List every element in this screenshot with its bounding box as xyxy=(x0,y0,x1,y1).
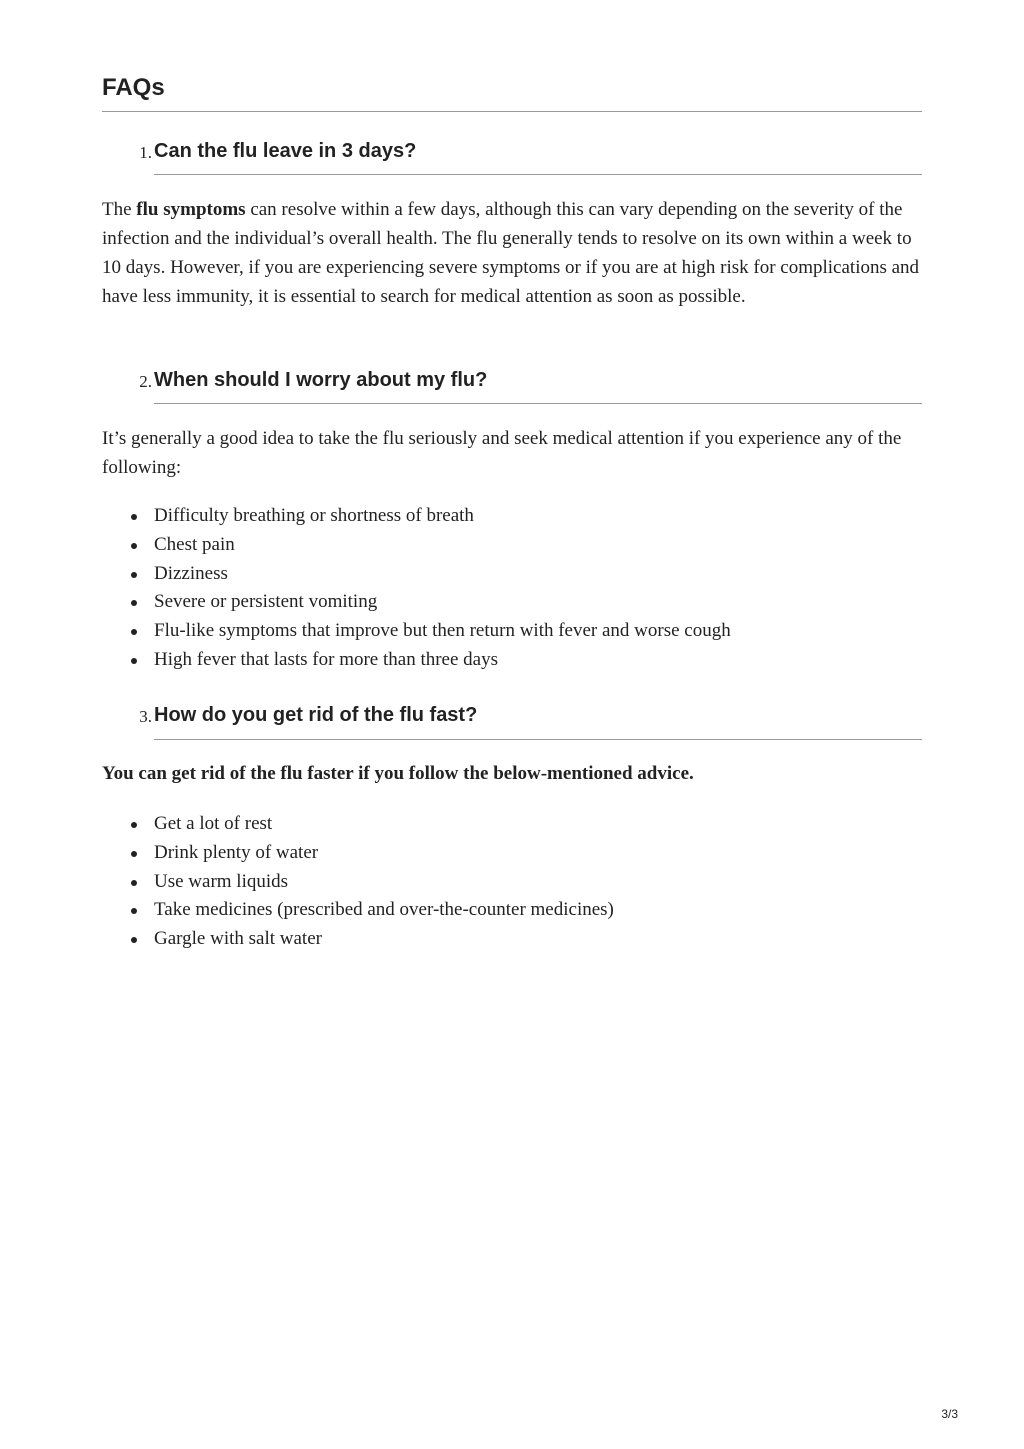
faq-number: 1. xyxy=(139,143,152,162)
list-item: Flu-like symptoms that improve but then return with fever and worse cough xyxy=(102,617,922,646)
faq-answer-1 xyxy=(102,195,922,311)
answer-bold-phrase: flu symptoms xyxy=(136,199,246,220)
list-item: Dizziness xyxy=(102,560,922,589)
bullet-icon xyxy=(131,822,137,828)
faq-question-text: How do you get rid of the flu fast? xyxy=(154,704,478,726)
list-item: Get a lot of rest xyxy=(102,810,922,839)
bullet-icon xyxy=(131,600,137,606)
bullet-icon xyxy=(131,937,137,943)
list-item: Severe or persistent vomiting xyxy=(102,588,922,617)
title-divider xyxy=(102,111,922,112)
list-item: Difficulty breathing or shortness of breath xyxy=(102,502,922,531)
faq-answer-3-list xyxy=(102,810,922,954)
page-title: FAQs xyxy=(102,74,165,101)
faq-answer-2-list xyxy=(102,502,922,675)
bullet-icon xyxy=(131,514,137,520)
list-item: Gargle with salt water xyxy=(102,925,922,954)
bullet-icon xyxy=(131,543,137,549)
faq-question-divider xyxy=(154,174,922,175)
list-item: Use warm liquids xyxy=(102,868,922,897)
faq-question-1 xyxy=(102,137,922,167)
answer-prefix: The xyxy=(102,199,137,220)
faq-answer-3-intro xyxy=(102,759,922,788)
answer-bold-intro: You can get rid of the flu faster if you follow the below-mentioned advice. xyxy=(102,763,694,784)
faq-question-divider xyxy=(154,739,922,740)
faq-question-2 xyxy=(102,366,922,396)
faq-number: 2. xyxy=(139,372,152,391)
list-item: High fever that lasts for more than three days xyxy=(102,646,922,675)
answer-body: can resolve within a few days, although this can vary depending on the severity of the infection and the individual’s overall health. The flu generally tends to resolve on its own within a week to 10 days. However, if you are experiencing severe symptoms or if you are at high risk for complications and have less immunity, it is essential to search for medical attention as soon as possible. xyxy=(102,199,920,307)
bullet-icon xyxy=(131,658,137,664)
list-item: Chest pain xyxy=(102,531,922,560)
bullet-icon xyxy=(131,880,137,886)
faq-number: 3. xyxy=(139,707,152,726)
list-item: Take medicines (prescribed and over-the-counter medicines) xyxy=(102,896,922,925)
faq-answer-2-intro: It’s generally a good idea to take the flu seriously and seek medical attention if you experience any of the following: xyxy=(102,428,902,478)
faq-question-3 xyxy=(102,701,922,731)
bullet-icon xyxy=(131,908,137,914)
bullet-icon xyxy=(131,572,137,578)
page-number: 3/3 xyxy=(941,1407,958,1421)
bullet-icon xyxy=(131,629,137,635)
faq-question-text: Can the flu leave in 3 days? xyxy=(154,140,417,162)
faq-question-text: When should I worry about my flu? xyxy=(154,369,488,391)
bullet-icon xyxy=(131,851,137,857)
list-item: Drink plenty of water xyxy=(102,839,922,868)
faq-question-divider xyxy=(154,403,922,404)
